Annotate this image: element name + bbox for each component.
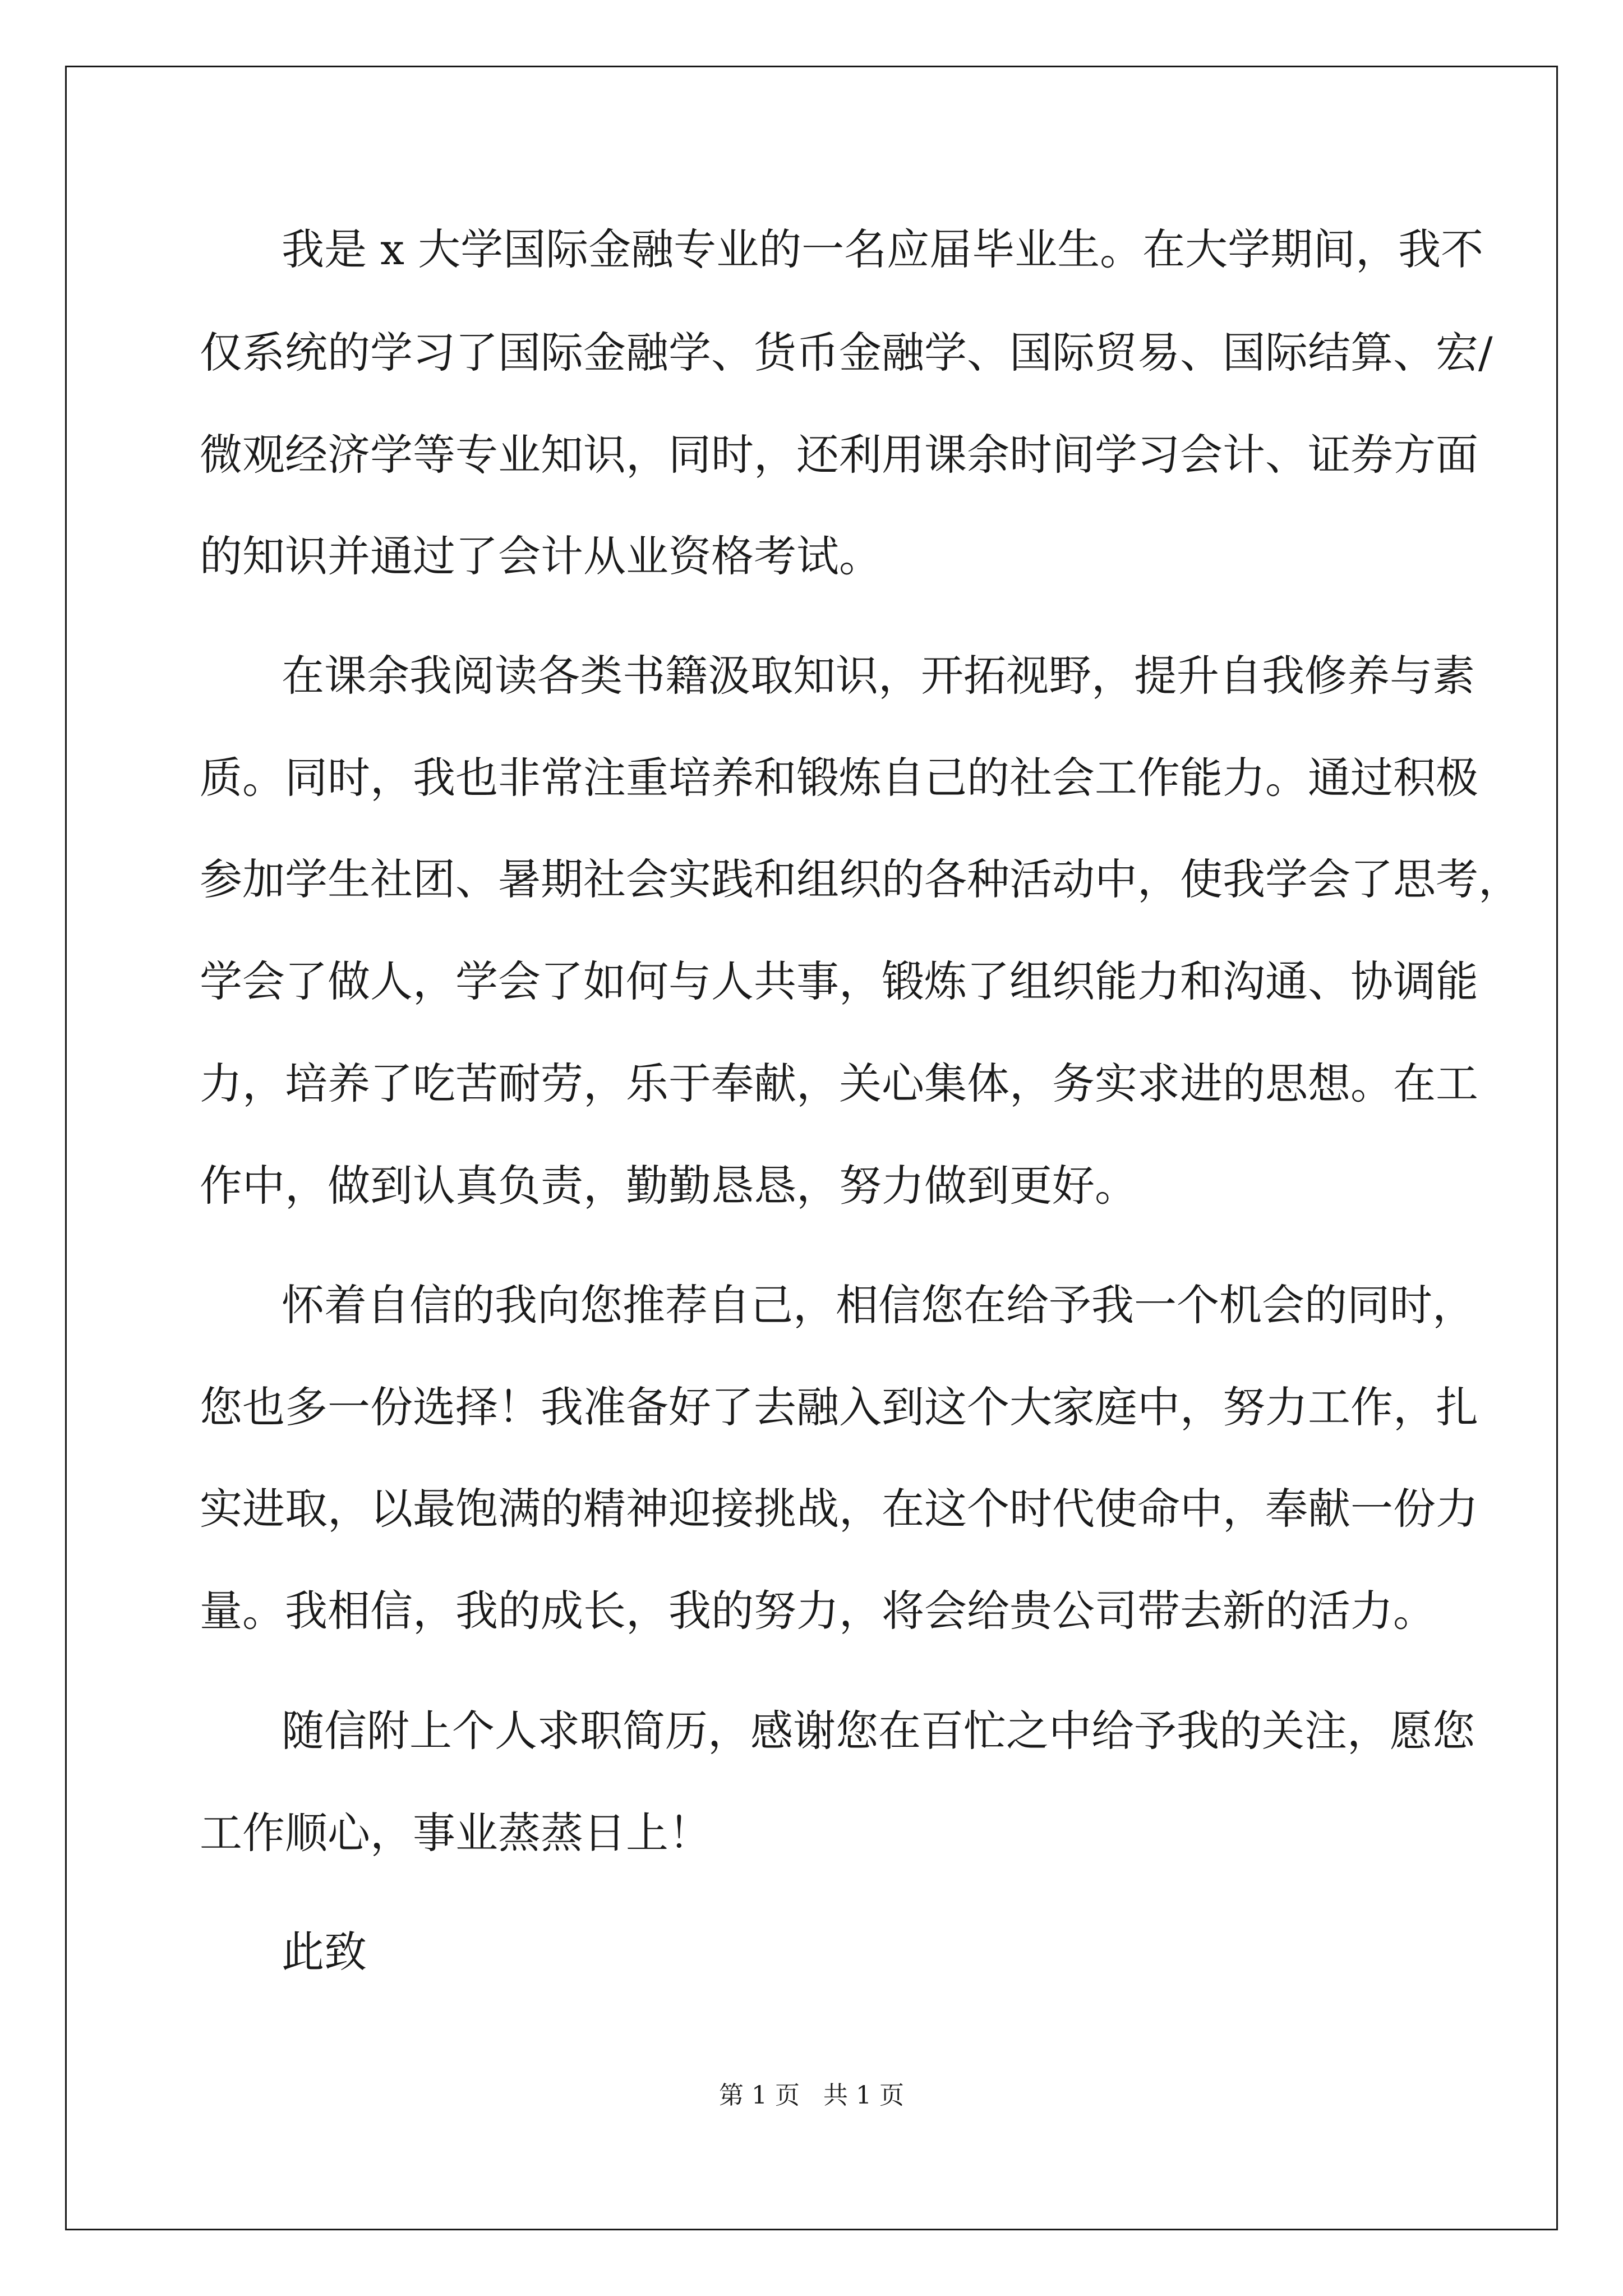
text-line: 您也多一份选择！我准备好了去融入到这个大家庭中，努力工作，扎 — [200, 1382, 1478, 1432]
text-line: 仅系统的学习了国际金融学、货币金融学、国际贸易、国际结算、宏/ — [200, 328, 1493, 378]
page-footer: 第 1 页 共 1 页 — [719, 2081, 904, 2110]
text-line: 作中，做到认真负责，勤勤恳恳，努力做到更好。 — [200, 1161, 1137, 1211]
text-line: 随信附上个人求职简历，感谢您在百忙之中给予我的关注，愿您 — [282, 1706, 1475, 1756]
text-line: 怀着自信的我向您推荐自己，相信您在给予我一个机会的同时， — [282, 1280, 1475, 1330]
text-line: 微观经济学等专业知识，同时，还利用课余时间学习会计、证券方面 — [200, 430, 1478, 480]
text-line: 我是 x 大学国际金融专业的一名应届毕业生。在大学期间，我不 — [282, 224, 1484, 274]
text-line: 在课余我阅读各类书籍汲取知识，开拓视野，提升自我修养与素 — [282, 651, 1475, 701]
text-line: 质。同时，我也非常注重培养和锻炼自己的社会工作能力。通过积极 — [200, 753, 1478, 803]
text-line: 力，培养了吃苦耐劳，乐于奉献，关心集体，务实求进的思想。在工 — [200, 1059, 1478, 1108]
text-line: 量。我相信，我的成长，我的努力，将会给贵公司带去新的活力。 — [200, 1586, 1436, 1636]
closing-salutation: 此致 — [282, 1927, 367, 1977]
text-line: 学会了做人，学会了如何与人共事，锻炼了组织能力和沟通、协调能 — [200, 956, 1478, 1006]
text-line: 实进取，以最饱满的精神迎接挑战，在这个时代使命中，奉献一份力 — [200, 1484, 1478, 1534]
text-line: 的知识并通过了会计从业资格考试。 — [200, 531, 882, 581]
text-line: 参加学生社团、暑期社会实践和组织的各种活动中，使我学会了思考， — [200, 854, 1521, 904]
page-border — [65, 66, 1558, 2230]
text-line: 工作顺心，事业蒸蒸日上！ — [200, 1808, 711, 1858]
